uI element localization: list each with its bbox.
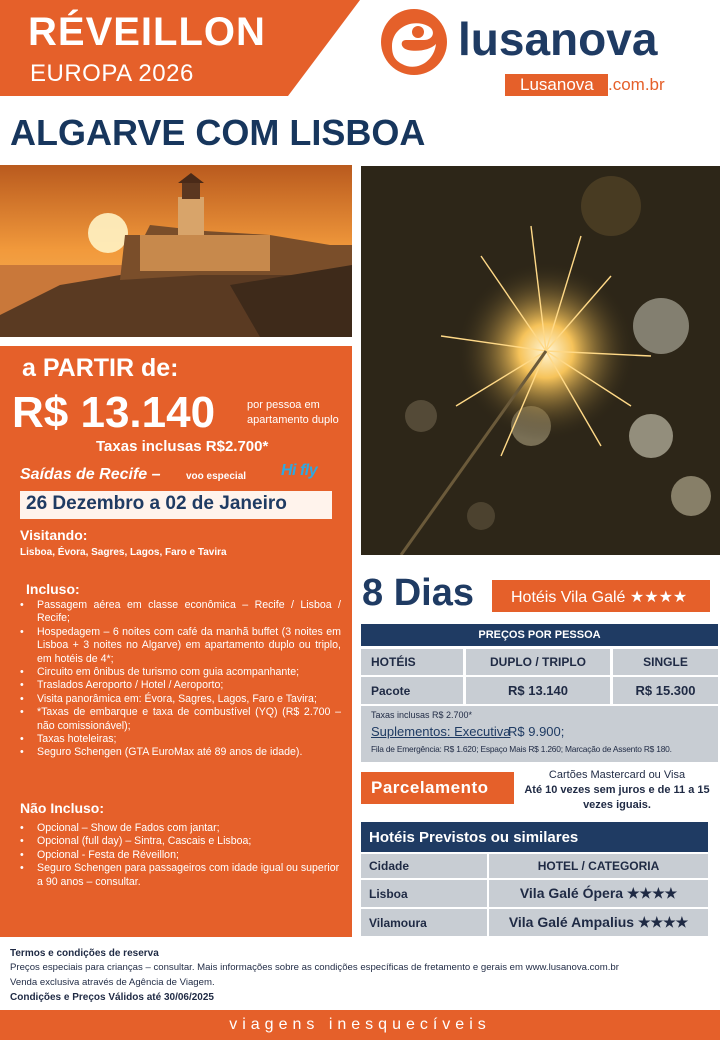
table-cell: Vila Galé Ampalius ★★★★ bbox=[489, 909, 708, 936]
visiting-cities: Lisboa, Évora, Sagres, Lagos, Faro e Tavira bbox=[20, 547, 227, 558]
footer-tagline: viagens inesquecíveis bbox=[229, 1016, 491, 1033]
included-label: Incluso: bbox=[26, 581, 80, 597]
list-item: • Taxas hoteleiras; bbox=[18, 733, 341, 746]
table-header-cell: HOTEL / CATEGORIA bbox=[489, 854, 708, 878]
list-item: • Seguro Schengen para passageiros com idade igual ou superior a 90 anos – consultar. bbox=[18, 862, 341, 889]
table-cell: Vilamoura bbox=[361, 909, 487, 936]
installments-terms: Até 10 vezes sem juros e de 11 a 15 vezes iguais. bbox=[524, 784, 710, 811]
travel-dates: 26 Dezembro a 02 de Janeiro bbox=[26, 493, 287, 514]
table-cell: Lisboa bbox=[361, 880, 487, 907]
terms-line: Preços especiais para crianças – consultar. Mais informações sobre as condições específicas de fretamento e gerais em www.lusanova.com.br bbox=[10, 962, 619, 973]
not-included-list bbox=[18, 822, 341, 889]
brand-logo-text: lusanova bbox=[458, 13, 658, 65]
supplement-executive-value: R$ 9.900; bbox=[508, 724, 565, 739]
installments-label: Parcelamento bbox=[371, 778, 489, 797]
table-cell: Pacote bbox=[361, 677, 463, 704]
table-header-cell: Cidade bbox=[361, 854, 487, 878]
taxes-included: Taxas inclusas R$2.700* bbox=[96, 438, 269, 455]
brand-url-suffix: .com.br bbox=[608, 75, 665, 94]
lighthouse-photo bbox=[0, 165, 352, 337]
terms-title: Termos e condições de reserva bbox=[10, 948, 159, 959]
terms-line: Venda exclusiva através de Agência de Viagem. bbox=[10, 977, 215, 988]
supplements-taxes: Taxas inclusas R$ 2.700* bbox=[371, 710, 473, 720]
included-list bbox=[18, 599, 341, 760]
departure-label: Saídas de Recife – bbox=[20, 466, 161, 483]
price-from-label: a PARTIR de: bbox=[22, 354, 179, 382]
trip-duration: 8 Dias bbox=[362, 572, 474, 614]
hotel-tag: Hotéis Vila Galé ★★★★ bbox=[511, 589, 688, 606]
table-cell: Vila Galé Ópera ★★★★ bbox=[489, 880, 708, 907]
visiting-label: Visitando: bbox=[20, 527, 88, 543]
price-note: por pessoa em apartamento duplo bbox=[247, 399, 339, 426]
list-item: • Circuito em ônibus de turismo com guia acompanhante; bbox=[18, 666, 341, 679]
header-subtitle: EUROPA 2026 bbox=[30, 60, 194, 87]
list-item: • Passagem aérea em classe econômica – Recife / Lisboa / Recife; bbox=[18, 599, 341, 626]
list-item: • Hospedagem – 6 noites com café da manhã buffet (3 noites em Lisboa + 3 noites no Algarve) em apartamento duplo ou triplo, em hotéis de 4*; bbox=[18, 626, 341, 666]
list-item: • Opcional – Show de Fados com jantar; bbox=[18, 822, 341, 835]
sparkler-photo bbox=[361, 166, 720, 555]
supplement-extras: Fila de Emergência: R$ 1.620; Espaço Mais R$ 1.260; Marcação de Assento R$ 180. bbox=[371, 744, 672, 754]
table-cell: R$ 15.300 bbox=[613, 677, 718, 704]
list-item: • *Taxas de embarque e taxa de combustível (YQ) (R$ 2.700 – não comissionável); bbox=[18, 706, 341, 733]
list-item: • Traslados Aeroporto / Hotel / Aeroporto; bbox=[18, 679, 341, 692]
airline-logo: Hi fly bbox=[281, 462, 318, 479]
not-included-label: Não Incluso: bbox=[20, 800, 105, 816]
list-item: • Visita panorâmica em: Évora, Sagres, Lagos, Faro e Tavira; bbox=[18, 693, 341, 706]
installments-cards: Cartões Mastercard ou Visa bbox=[548, 769, 686, 781]
table-cell: R$ 13.140 bbox=[466, 677, 610, 704]
price-value: R$ 13.140 bbox=[12, 388, 216, 437]
list-item: • Seguro Schengen (GTA EuroMax até 89 anos de idade). bbox=[18, 746, 341, 759]
prices-table-title: PREÇOS POR PESSOA bbox=[361, 624, 718, 646]
table-header-cell: HOTÉIS bbox=[361, 649, 463, 675]
terms-validity: Condições e Preços Válidos até 30/06/2025 bbox=[10, 992, 214, 1003]
supplement-executive-label: Suplementos: Executiva bbox=[371, 724, 511, 739]
page-title: ALGARVE COM LISBOA bbox=[10, 112, 426, 153]
hotels-table-title: Hotéis Previstos ou similares bbox=[361, 822, 708, 852]
table-header-cell: DUPLO / TRIPLO bbox=[466, 649, 610, 675]
lusanova-logo-icon bbox=[378, 6, 450, 78]
list-item: • Opcional - Festa de Réveillon; bbox=[18, 849, 341, 862]
table-header-cell: SINGLE bbox=[613, 649, 718, 675]
brand-url-link[interactable]: Lusanova bbox=[520, 75, 594, 94]
list-item: • Opcional (full day) – Sintra, Cascais e Lisboa; bbox=[18, 835, 341, 848]
header-title: RÉVEILLON bbox=[28, 10, 266, 54]
departure-subtitle: voo especial bbox=[186, 471, 247, 482]
installments-note bbox=[522, 768, 712, 813]
